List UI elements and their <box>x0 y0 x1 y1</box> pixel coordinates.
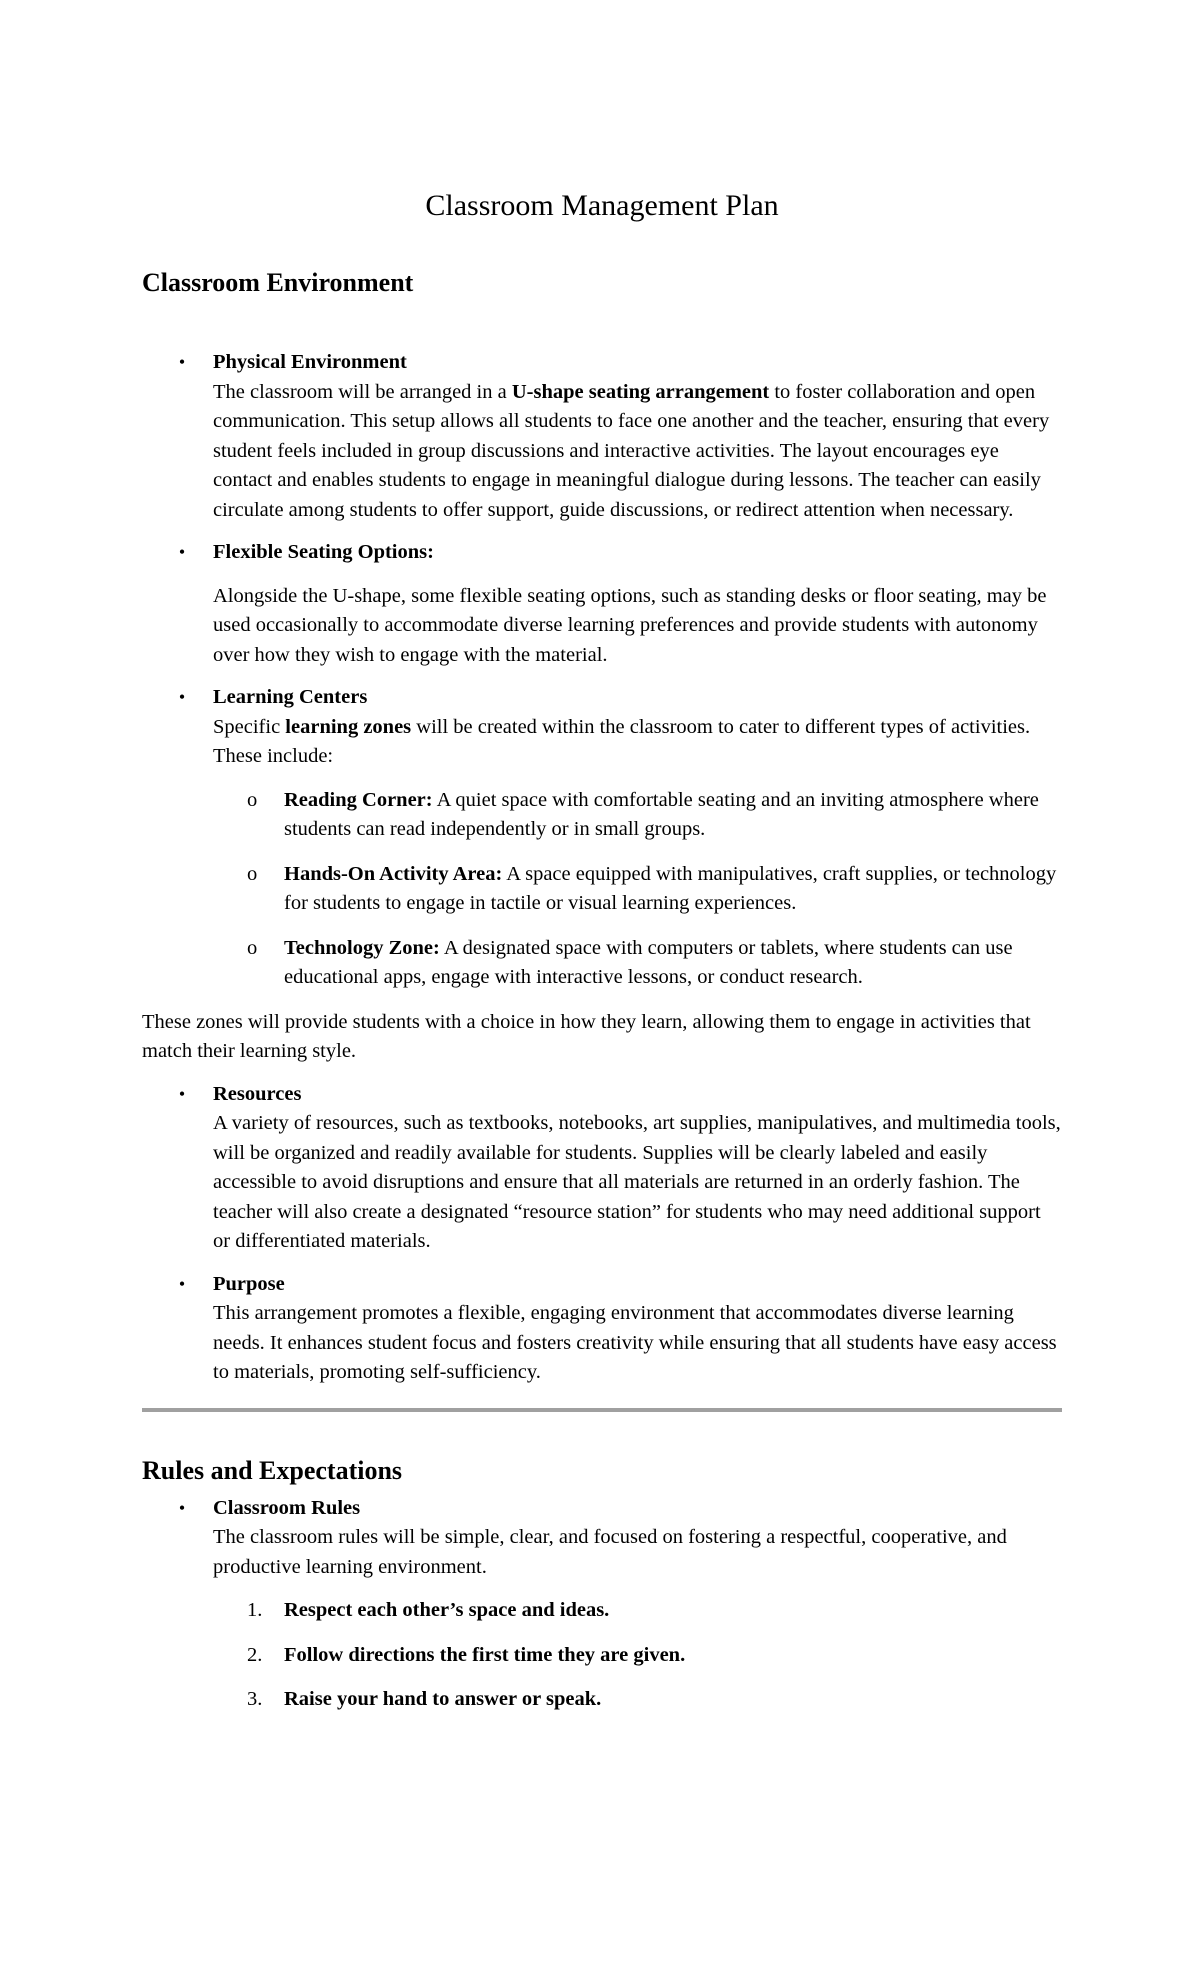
sub-bullet-icon: o <box>247 862 258 885</box>
sub-bullet-icon: o <box>247 788 258 811</box>
zone-name: Reading Corner: <box>284 788 433 811</box>
list-item-learning-centers <box>142 683 1062 993</box>
item-title: Resources <box>213 1082 302 1105</box>
item-title: Classroom Rules <box>213 1496 361 1519</box>
text-run: will be created within the classroom to cater to different types of activities. These include: <box>213 715 1031 767</box>
item-title: Flexible Seating Options: <box>213 541 434 563</box>
zones-note: These zones will provide students with a choice in how they learn, allowing them to engage in activities that match their learning style. <box>142 1010 1031 1062</box>
item-title: Physical Environment <box>213 351 407 373</box>
zone-name: Technology Zone: <box>284 936 440 959</box>
rule-text: Raise your hand to answer or speak. <box>284 1688 602 1710</box>
text-run: The classroom will be arranged in a <box>213 380 512 403</box>
bullet-icon: • <box>178 352 186 372</box>
rule-text: Follow directions the first time they are given. <box>284 1643 686 1666</box>
zone-desc: A space equipped with manipulatives, craft supplies, or technology for students to engage in tactile or visual learning experiences. <box>284 862 1057 914</box>
numbered-rules <box>142 1596 1062 1715</box>
bullet-icon: • <box>178 1083 186 1104</box>
section-heading-rules-expectations: Rules and Expectations <box>142 1455 403 1485</box>
document-title: Classroom Management Plan <box>425 189 779 222</box>
item-title: Learning Centers <box>213 686 368 708</box>
text-run: Specific <box>213 715 286 738</box>
item-text: The classroom rules will be simple, clear, and focused on fostering a respectful, cooperative, and productive learning environment. <box>213 1526 1007 1578</box>
zone-desc: A designated space with computers or tablets, where students can use educational apps, engage with interactive lessons, or conduct research. <box>284 936 1013 988</box>
rules-list <box>142 1494 1062 1583</box>
bullet-icon: • <box>178 542 186 562</box>
zone-item <box>213 786 1062 845</box>
text-bold: learning zones <box>285 715 412 738</box>
item-title: Purpose <box>213 1272 285 1295</box>
bullet-icon: • <box>178 1497 186 1518</box>
list-item-flexible-seating <box>142 538 1062 670</box>
rule-item <box>142 1596 1062 1626</box>
rule-number: 2. <box>247 1643 263 1666</box>
environment-list <box>142 348 1062 993</box>
zone-name: Hands-On Activity Area: <box>284 862 503 885</box>
text-bold: U-shape seating arrangement <box>511 380 770 403</box>
zones-list <box>213 786 1062 993</box>
item-text <box>213 713 1062 772</box>
item-text <box>213 378 1062 526</box>
item-text: A variety of resources, such as textbooks, notebooks, art supplies, manipulatives, and multimedia tools, will be organized and readily available for students. Supplies will be clearly labeled and easily accessible to avoid disruptions and ensure that all materials are returned in an orderly fashion. The teacher will also create a designated “resource station” for students who may need additional support or differentiated materials. <box>213 1112 1061 1252</box>
document-content <box>142 186 1062 1730</box>
rule-text: Respect each other’s space and ideas. <box>284 1599 610 1621</box>
zone-item <box>213 934 1062 993</box>
rule-number: 3. <box>247 1688 263 1710</box>
rule-number: 1. <box>247 1599 263 1621</box>
list-item-resources <box>142 1080 1062 1257</box>
section-heading-classroom-environment: Classroom Environment <box>142 268 414 297</box>
list-item-classroom-rules <box>142 1494 1062 1583</box>
text-run: to foster collaboration and open communication. This setup allows all students to face one another and the teacher, ensuring that every student feels included in group discussions and interactive activities. The layout encourages eye contact and enables students to engage in meaningful dialogue during lessons. The teacher can easily circulate among students to offer support, guide discussions, or redirect attention when necessary. <box>213 380 1050 521</box>
list-item-physical-environment <box>142 348 1062 525</box>
zone-desc: A quiet space with comfortable seating and an inviting atmosphere where students can read independently or in small groups. <box>284 788 1039 840</box>
list-item-purpose <box>142 1270 1062 1388</box>
zone-item <box>213 860 1062 919</box>
bullet-icon: • <box>178 687 186 707</box>
section-divider <box>142 1408 1062 1412</box>
item-text: Alongside the U-shape, some flexible seating options, such as standing desks or floor seating, may be used occasionally to accommodate diverse learning preferences and provide students with autonomy over how they wish to engage with the material. <box>213 584 1047 666</box>
item-text: This arrangement promotes a flexible, engaging environment that accommodates diverse learning needs. It enhances student focus and fosters creativity while ensuring that all students have easy access to materials, promoting self-sufficiency. <box>213 1302 1057 1383</box>
bullet-icon: • <box>178 1273 186 1294</box>
rule-item <box>142 1685 1062 1715</box>
environment-list-continued <box>142 1080 1062 1388</box>
rule-item <box>142 1641 1062 1671</box>
sub-bullet-icon: o <box>247 936 258 959</box>
